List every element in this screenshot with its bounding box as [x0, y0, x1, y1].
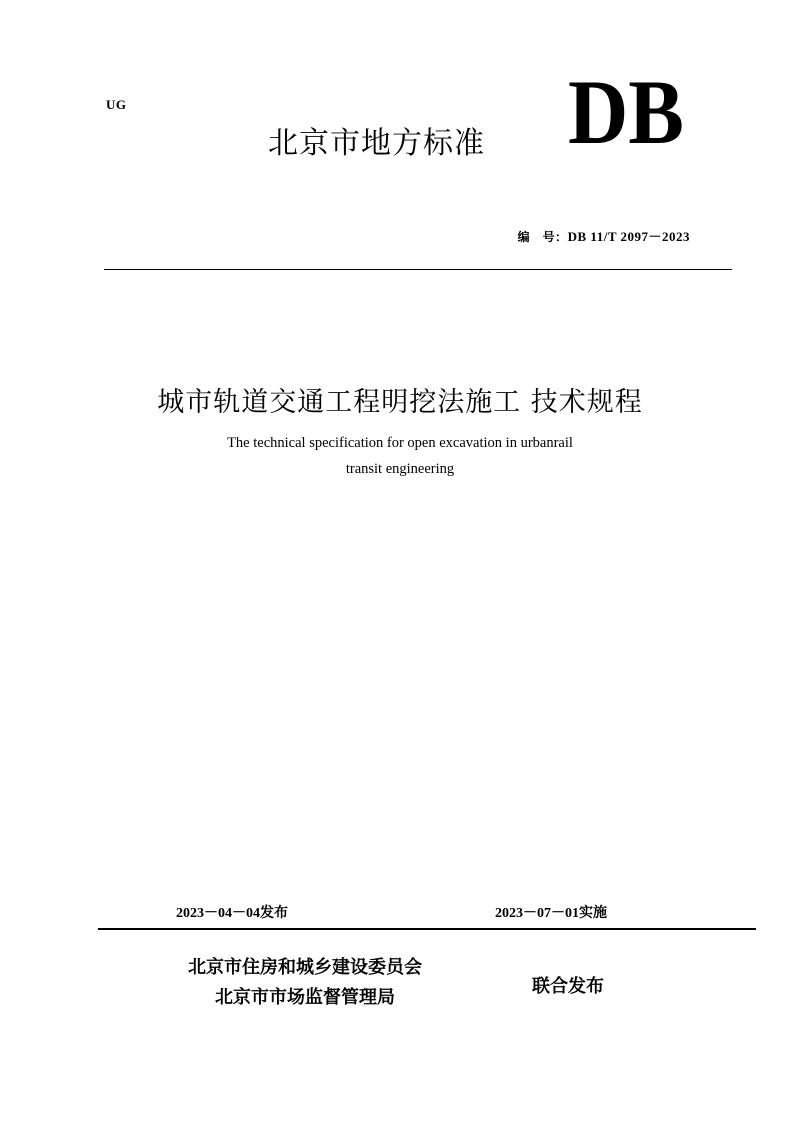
implementation-date-value: 2023－07－01 [495, 906, 579, 921]
issue-date [176, 902, 288, 922]
implementation-date-label: 实施 [579, 905, 607, 921]
english-title-line-2: transit engineering [345, 461, 455, 477]
header-divider [104, 269, 732, 270]
db-logo [566, 70, 686, 150]
issuer-housing-commission: 北京市住房和城乡建设委员会 [188, 957, 422, 978]
standard-type-title: 北京市地方标准 [268, 126, 485, 161]
classification-code: UG [106, 97, 127, 112]
document-title-english [0, 430, 800, 482]
english-title-line-1: The technical specification for open excavation in urbanrail [227, 435, 573, 451]
issuer-market-regulation: 北京市市场监督管理局 [215, 987, 395, 1008]
joint-issue-label: 联合发布 [532, 976, 604, 997]
document-title: 城市轨道交通工程明挖法施工 技术规程 [157, 387, 643, 418]
issue-date-value: 2023－04－04 [176, 906, 260, 921]
standard-number-value: DB 11/T 2097－2023 [567, 229, 690, 244]
standard-number-label: 编 号： [517, 230, 568, 244]
standard-number [518, 226, 690, 245]
svg-text:DB: DB [568, 70, 684, 150]
implementation-date [495, 902, 607, 922]
issue-date-label: 发布 [260, 905, 288, 921]
footer-divider [98, 928, 756, 930]
